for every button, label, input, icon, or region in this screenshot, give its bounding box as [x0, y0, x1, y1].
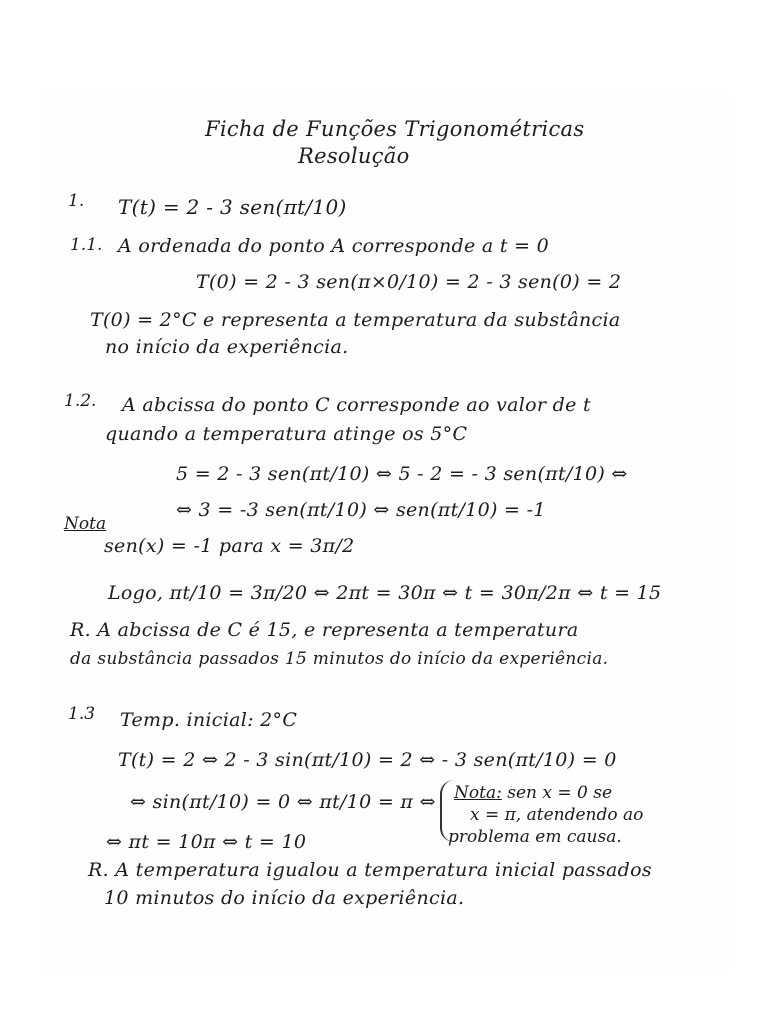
question-1-formula: T(t) = 2 - 3 sen(πt/10) — [118, 195, 347, 219]
page-title: Ficha de Funções Trigonométricas — [205, 117, 585, 141]
q1-2-note-label: Nota — [64, 514, 107, 534]
question-1-1-number: 1.1. — [70, 235, 103, 255]
q1-2-line-5: Logo, πt/10 = 3π/20 ⇔ 2πt = 30π ⇔ t = 30π/2π ⇔ t = 15 — [108, 582, 662, 604]
q1-1-line-4: no início da experiência. — [105, 336, 349, 358]
q1-2-line-2: quando a temperatura atinge os 5°C — [105, 423, 468, 445]
q1-3-note-label: Nota: — [454, 783, 502, 803]
q1-2-note: sen(x) = -1 para x = 3π/2 — [104, 535, 355, 557]
question-1-number: 1. — [68, 191, 85, 211]
question-1-3-number: 1.3 — [68, 704, 96, 724]
question-1-2-number: 1.2. — [64, 391, 97, 411]
page-subtitle: Resolução — [298, 144, 410, 168]
q1-2-answer-2: da substância passados 15 minutos do início da experiência. — [70, 649, 609, 669]
q1-2-line-1: A abcissa do ponto C corresponde ao valor de t — [122, 394, 591, 416]
q1-1-line-1: A ordenada do ponto A corresponde a t = 0 — [118, 235, 550, 257]
q1-3-answer-1: R. A temperatura igualou a temperatura inicial passados — [88, 859, 652, 881]
q1-3-answer-2: 10 minutos do início da experiência. — [104, 887, 465, 909]
q1-3-note-line-2: x = π, atendendo ao — [470, 805, 644, 825]
q1-3-line-4: ⇔ πt = 10π ⇔ t = 10 — [106, 831, 307, 853]
q1-2-answer-1: R. A abcissa de C é 15, e representa a temperatura — [70, 619, 579, 641]
q1-3-line-3: ⇔ sin(πt/10) = 0 ⇔ πt/10 = π ⇔ — [130, 791, 436, 813]
q1-3-note-text-1 — [454, 784, 612, 803]
q1-2-line-3: 5 = 2 - 3 sen(πt/10) ⇔ 5 - 2 = - 3 sen(πt/10) ⇔ — [176, 463, 628, 485]
q1-3-line-1: Temp. inicial: 2°C — [120, 709, 298, 731]
q1-2-line-4: ⇔ 3 = -3 sen(πt/10) ⇔ sen(πt/10) = -1 — [176, 499, 546, 521]
q1-3-line-2: T(t) = 2 ⇔ 2 - 3 sin(πt/10) = 2 ⇔ - 3 sen(πt/10) = 0 — [118, 749, 617, 771]
q1-1-line-3: T(0) = 2°C e representa a temperatura da substância — [90, 309, 621, 331]
q1-1-line-2: T(0) = 2 - 3 sen(π×0/10) = 2 - 3 sen(0) = 2 — [196, 271, 622, 293]
q1-3-note-line-1: sen x = 0 se — [507, 783, 612, 803]
q1-3-note-line-3: problema em causa. — [448, 827, 622, 847]
